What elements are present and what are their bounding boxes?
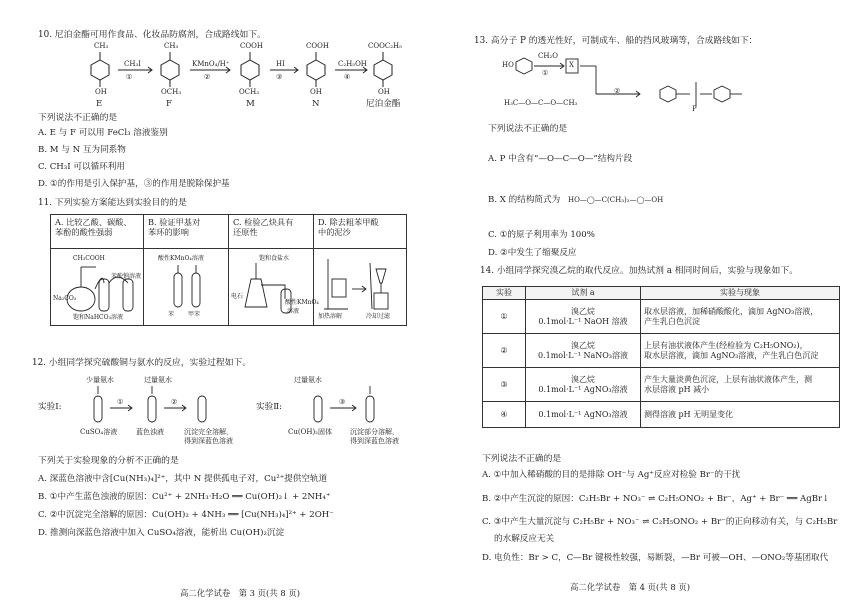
c-label-brine: 饱和食盐水 (259, 255, 290, 262)
q11-table (50, 214, 407, 326)
phenol-ring (516, 58, 532, 74)
q10-option-d: D. ①的作用是引入保护基，③的作用是脱除保护基 (38, 179, 230, 189)
b-label-toluene: 甲苯 (188, 311, 201, 318)
q11-stem: 11. 下列实验方案能达到实验目的的是 (38, 198, 187, 208)
q12-sub-5b: 得到深蓝色溶液 (350, 437, 399, 445)
p-ring-2 (714, 86, 730, 102)
q12-option-b: B. ①中产生蓝色浊液的原因：Cu²⁺ + 2NH₃·H₂O ══ Cu(OH)₂↓ + 2NH₄⁺ (38, 492, 331, 502)
q14-row-4 (483, 402, 840, 428)
q14-header-row (483, 287, 840, 300)
q10-reagent-2: KMnO₄/H⁺ (192, 60, 230, 68)
q13-option-a: A. P 中含有“—O—C—O—”结构片段 (488, 154, 633, 164)
q14-option-d: D. 电负性：Br > C，C—Br 键极性较强，易断裂，—Br 可被—OH、—ONO₂等基团取代 (482, 553, 829, 563)
q10-step-4: ④ (344, 73, 351, 81)
f-ch3: CH₃ (164, 42, 179, 50)
q11-cell-a (51, 215, 144, 249)
q14-row-1 (483, 300, 840, 334)
benzene-ring-ester (374, 60, 392, 80)
q11-figure-a (51, 249, 144, 326)
q14-r1-r2: 0.1mol·L⁻¹ NaOH 溶液 (538, 316, 628, 326)
q12-exp2-label: 实验Ⅱ: (256, 402, 282, 412)
b-label-benzene: 苯 (168, 311, 175, 318)
q12-exp1-label: 实验Ⅰ: (38, 402, 62, 412)
q14-r2-r2: 0.1mol·L⁻¹ NaNO₃溶液 (537, 350, 629, 360)
q14-option-b: B. ②中产生沉淀的原因：C₂H₅Br + NO₃⁻ ⇌ C₂H₅ONO₂ + Br⁻，Ag⁺ + Br⁻ ══ AgBr↓ (482, 494, 830, 504)
q10-option-a: A. E 与 F 可以用 FeCl₃ 溶液鉴别 (38, 128, 168, 138)
q11-c-line1: C. 检验乙炔具有 (233, 217, 294, 227)
q14-r4-p1: 测得溶液 pH 无明显变化 (644, 409, 734, 419)
q13-option-b: B. X 的结构简式为 (488, 195, 561, 205)
a-label-nahco3: 饱和NaHCO₃溶液 (73, 314, 123, 321)
q10-stem: 10. 尼泊金酯可用作食品、化妆品防腐剂，合成路线如下。 (38, 30, 266, 40)
f-och3: OCH₃ (161, 88, 182, 96)
q14-table (482, 286, 840, 428)
q14-r2-r1: 溴乙烷 (571, 340, 595, 350)
q11-b-line1: B. 验证甲基对 (148, 217, 201, 227)
q10-reagent-1: CH₃I (124, 60, 142, 68)
d-label-heat: 加热溶解 (318, 313, 343, 320)
q11-figure-b (144, 249, 229, 326)
q14-r2-p1: 上层有油状液体产生(经检验为 C₂H₅ONO₂)， (644, 340, 808, 350)
q14-r1-no: ① (483, 300, 526, 334)
q13-p-label: P (692, 105, 697, 113)
tube-1 (94, 396, 102, 422)
q12-step-1: ① (117, 398, 124, 406)
q11-cell-d (314, 215, 407, 249)
q12-option-d: D. 推测向深蓝色溶液中加入 CuSO₄溶液，能析出 Cu(OH)₂沉淀 (38, 528, 285, 538)
q12-sub-turbid: 蓝色浊液 (136, 428, 164, 436)
q10-prompt: 下列说法不正确的是 (38, 113, 118, 123)
benzene-ring-e (91, 60, 109, 80)
q12-sub-5a: 沉淀部分溶解， (350, 428, 399, 436)
n-cooh: COOH (306, 42, 329, 50)
q14-r2-no: ② (483, 334, 526, 368)
q12-option-a: A. 深蓝色溶液中含[Cu(NH₃)₄]²⁺，其中 N 提供孤电子对，Cu²⁺提供空轨道 (38, 474, 328, 484)
q14-r1-r1: 溴乙烷 (571, 306, 595, 316)
q12-sub-cuso4: CuSO₄溶液 (80, 428, 118, 436)
q13-option-d: D. ②中发生了缩聚反应 (488, 248, 577, 258)
q14-r2-p2: 取水层溶液，滴加 AgNO₃溶液，产生乳白色沉淀 (644, 350, 819, 360)
q14-prompt: 下列说法不正确的是 (482, 454, 562, 464)
q14-option-a: A. ①中加入稀硝酸的目的是排除 OH⁻与 Ag⁺反应对检验 Br⁻的干扰 (482, 470, 741, 480)
q13-stem: 13. 高分子 P 的透光性好，可制成车、船的挡风玻璃等，合成路线如下： (474, 36, 758, 46)
e-oh: OH (95, 88, 107, 96)
q14-stem: 14. 小组同学探究溴乙烷的取代反应。加热试剂 a 相同时间后，实验与现象如下。 (480, 266, 798, 276)
q14-r4-r2: 0.1mol·L⁻¹ AgNO₃溶液 (538, 409, 628, 419)
q12-top-3: 过量氨水 (294, 376, 322, 384)
q14-th-reagent: 试剂 a (526, 287, 641, 300)
q14-option-c-cont: 的水解反应无关 (494, 534, 555, 544)
q13-x-structure: HO—◯—C(CH₃)₂—◯—OH (568, 196, 664, 204)
benzene-ring-n (307, 60, 325, 80)
q11-cell-c (229, 215, 314, 249)
q12-stem: 12. 小组同学探究硫酸铜与氨水的反应，实验过程如下。 (32, 358, 252, 368)
q10-option-b: B. M 与 N 互为同系物 (38, 145, 126, 155)
b-label-kmno4: 酸性KMnO₄溶液 (158, 255, 204, 262)
q10-reagent-4: C₂H₅OH (338, 60, 367, 68)
m-och3: OCH₃ (239, 88, 260, 96)
label-n: N (312, 99, 320, 109)
q10-step-3: ③ (276, 73, 283, 81)
q10-reagent-3: HI (276, 60, 285, 68)
q13-box-x: X (569, 61, 574, 69)
q13-step-2: ② (614, 87, 621, 95)
q14-r4-no: ④ (483, 402, 526, 428)
m-cooh: COOH (240, 42, 263, 50)
q11-a-line2: 苯酚的酸性强弱 (55, 227, 113, 238)
a-label-na2co3: Na₂CO₃ (53, 295, 77, 302)
q12-top-1: 少量氨水 (86, 376, 114, 384)
q11-d-line2: 中的泥沙 (318, 227, 351, 238)
q13-reagent-ch2o: CH₂O (538, 52, 559, 60)
q11-figure-d (314, 249, 407, 326)
q11-c-line2: 还原性 (233, 227, 258, 238)
q11-d-line1: D. 除去粗苯甲酸 (318, 217, 379, 227)
q14-th-exp: 实验 (483, 287, 526, 300)
q10-step-1: ① (126, 73, 133, 81)
label-m: M (246, 99, 255, 109)
q12-prompt: 下列关于实验现象的分析不正确的是 (38, 456, 179, 466)
d-label-cool: 冷却过滤 (366, 313, 391, 320)
benzene-ring-f (161, 60, 179, 80)
e-ch3: CH₃ (94, 42, 109, 50)
n-oh: OH (310, 88, 322, 96)
q12-step-2: ② (171, 398, 178, 406)
q13-ho: HO (502, 61, 514, 69)
ester-group: COOC₂H₅ (368, 42, 402, 50)
q14-r3-p1: 产生大量淡黄色沉淀，上层有油状液体产生，测 (644, 374, 812, 384)
q11-cell-b (144, 215, 229, 249)
a-label-phenolate: 苯酚钠溶液 (111, 273, 142, 280)
q14-r3-no: ③ (483, 368, 526, 402)
tube-4 (314, 396, 322, 422)
page-footer-left: 高二化学试卷 第 3 页(共 8 页) (180, 588, 300, 598)
q14-r1-p1: 取水层溶液，加稀硝酸酸化，滴加 AgNO₃溶液， (644, 306, 819, 316)
right-column (430, 0, 860, 608)
benzene-ring-m (241, 60, 259, 80)
p-ring-1 (660, 86, 676, 102)
c-label-carbide: 电石 (231, 293, 244, 300)
page-footer-right: 高二化学试卷 第 4 页(共 8 页) (570, 582, 690, 592)
q10-option-c: C. CH₃I 可以循环利用 (38, 162, 125, 172)
tube-3 (198, 396, 206, 422)
q11-b-line2: 苯环的影响 (148, 227, 189, 238)
c-label-kmno4: 酸性KMnO₄ (285, 299, 319, 306)
q11-a-line1: A. 比较乙酸、碳酸、 (55, 217, 132, 227)
q14-option-c: C. ③中产生大量沉淀与 C₂H₅Br + NO₃⁻ ⇌ C₂H₅ONO₂ + Br⁻的正向移动有关，与 C₂H₅Br (482, 517, 838, 527)
q12-top-2: 过量氨水 (144, 376, 172, 384)
q14-row-2 (483, 334, 840, 368)
c-label-solution: 溶液 (287, 308, 300, 315)
q14-r1-p2: 产生乳白色沉淀 (644, 316, 700, 326)
q12-option-c: C. ②中沉淀完全溶解的原因：Cu(OH)₂ + 4NH₃ ══ [Cu(NH₃)₄]²⁺ + 2OH⁻ (38, 510, 334, 520)
q14-row-3 (483, 368, 840, 402)
q14-r3-p2: 水层溶液 pH 减小 (644, 384, 710, 394)
q14-r3-r1: 溴乙烷 (571, 374, 595, 384)
q10-step-2: ② (204, 73, 211, 81)
tube-5 (366, 396, 374, 422)
q11-figure-c (229, 249, 319, 326)
label-e: E (96, 99, 103, 109)
q12-sub-3b: 得到深蓝色溶液 (184, 437, 233, 445)
tube-2 (148, 396, 156, 422)
label-f: F (166, 99, 172, 109)
label-nipagin: 尼泊金酯 (366, 99, 401, 109)
ester-oh: OH (378, 88, 390, 96)
q14-r3-r2: 0.1mol·L⁻¹ AgNO₃溶液 (538, 384, 628, 394)
q12-step-3: ③ (339, 398, 346, 406)
q12-sub-cuoh2: Cu(OH)₂固体 (288, 428, 332, 436)
q13-step-1: ① (542, 69, 549, 77)
q14-th-phenomena: 实验与现象 (641, 287, 840, 300)
q12-sub-3a: 沉淀完全溶解， (184, 428, 233, 436)
q13-option-c: C. ①的原子利用率为 100% (488, 230, 595, 240)
a-label-ch3cooh: CH₃COOH (73, 255, 105, 262)
q13-prompt: 下列说法不正确的是 (488, 124, 568, 134)
q13-dmc: H₃C—O—C—O—CH₃ (504, 99, 578, 107)
